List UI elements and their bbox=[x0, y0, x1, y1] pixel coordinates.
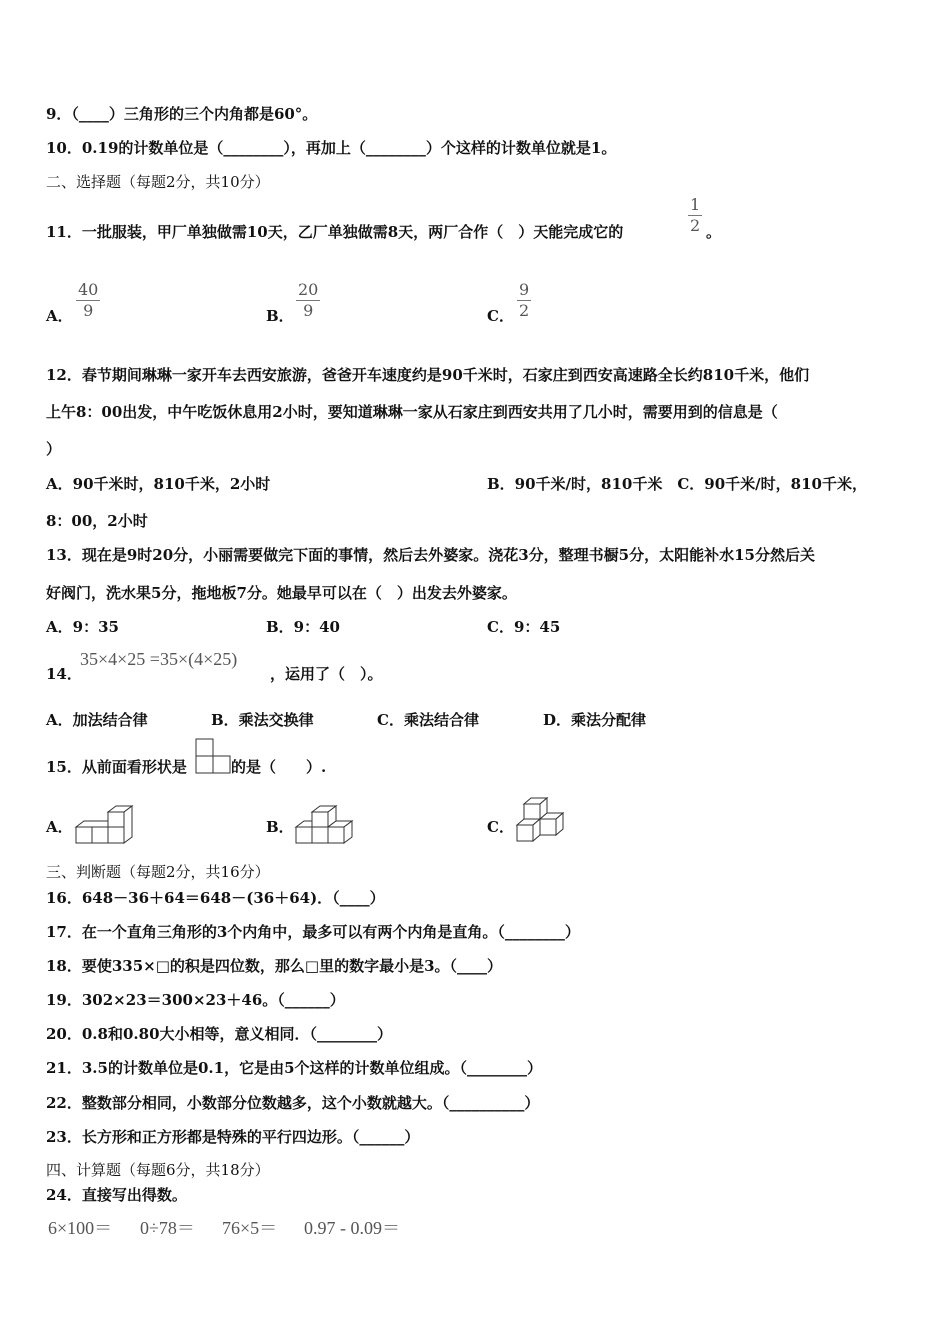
judge-question-18: 18．要使335×□的积是四位数，那么□里的数字最小是3。（____） bbox=[46, 957, 503, 975]
question-12-line-1: 12．春节期间琳琳一家开车去西安旅游，爸爸开车速度约是90千米时，石家庄到西安高速路全长约810千米，他们 bbox=[46, 366, 810, 384]
question-12-line-2: 上午8：00出发，中午吃饭休息用2小时，要知道琳琳一家从石家庄到西安共用了几小时，需要用到的信息是（ bbox=[46, 403, 778, 421]
question-14-number: 14． bbox=[46, 665, 82, 683]
q11-option-c-letter: C． bbox=[487, 307, 514, 325]
judge-question-21: 21．3.5的计数单位是0.1，它是由5个这样的计数单位组成。（________） bbox=[46, 1059, 543, 1077]
question-11 bbox=[46, 221, 623, 242]
question-11-fraction bbox=[688, 195, 702, 236]
q11-option-b-letter: B． bbox=[266, 307, 294, 325]
section-4-heading: 四、计算题（每题6分，共18分） bbox=[46, 1161, 270, 1179]
calc-item-1: 6×100＝ bbox=[48, 1218, 113, 1238]
calc-item-4: 0.97 - 0.09＝ bbox=[304, 1218, 400, 1238]
fraction-denominator: 2 bbox=[519, 301, 530, 320]
question-11-text: 11．一批服装，甲厂单独做需10天，乙厂单独做需8天，两厂合作（ ）天能完成它的 bbox=[46, 223, 624, 241]
q15-option-c-letter: C． bbox=[487, 818, 514, 836]
q12-option-a: A．90千米时，810千米，2小时 bbox=[46, 475, 271, 493]
question-12-line-3: ） bbox=[46, 440, 62, 458]
q14-option-a: A．加法结合律 bbox=[46, 711, 148, 729]
section-2-heading: 二、选择题（每题2分，共10分） bbox=[46, 173, 270, 191]
q15-option-a-letter: A． bbox=[46, 818, 73, 836]
calc-item-2: 0÷78＝ bbox=[140, 1218, 195, 1238]
question-9: 9．（____）三角形的三个内角都是60°。 bbox=[46, 105, 318, 123]
q14-option-d: D．乘法分配律 bbox=[543, 711, 647, 729]
judge-question-17: 17．在一个直角三角形的3个内角中，最多可以有两个内角是直角。（________） bbox=[46, 923, 580, 941]
q13-option-b: B．9：40 bbox=[266, 618, 340, 636]
q12-option-bc: B．90千米/时，810千米 C．90千米/时，810千米， bbox=[487, 475, 867, 493]
judge-question-23: 23．长方形和正方形都是特殊的平行四边形。（______） bbox=[46, 1128, 420, 1146]
q11-option-a-letter: A． bbox=[46, 307, 73, 325]
question-15-text-before: 15．从前面看形状是 bbox=[46, 758, 187, 776]
question-14-expression: 35×4×25 =35×(4×25) bbox=[80, 649, 238, 669]
section-3-heading: 三、判断题（每题2分，共16分） bbox=[46, 863, 270, 881]
question-11-tail: 。 bbox=[706, 223, 722, 241]
question-12-line-5: 8：00，2小时 bbox=[46, 512, 148, 530]
judge-question-20: 20．0.8和0.80大小相等，意义相同．（________） bbox=[46, 1025, 393, 1043]
fraction-numerator: 9 bbox=[519, 280, 530, 299]
question-13-line-1: 13．现在是9时20分，小丽需要做完下面的事情，然后去外婆家。浇花3分，整理书橱5分，太阳能补水15分然后关 bbox=[46, 546, 815, 564]
fraction-denominator: 9 bbox=[83, 301, 94, 320]
question-13-line-2: 好阀门，洗水果5分，拖地板7分。她最早可以在（ ）出发去外婆家。 bbox=[46, 584, 517, 602]
q14-option-c: C．乘法结合律 bbox=[377, 711, 479, 729]
q15-option-b-cubes bbox=[294, 803, 354, 845]
question-15-text-after: 的是（ ）. bbox=[231, 758, 327, 776]
q15-option-c-cubes bbox=[514, 797, 570, 845]
q14-option-b: B．乘法交换律 bbox=[211, 711, 314, 729]
question-14-tail: ，运用了（ ）。 bbox=[270, 665, 383, 683]
judge-question-16: 16．648－36＋64＝648－(36＋64)．（____） bbox=[46, 889, 385, 907]
q13-option-c: C．9：45 bbox=[487, 618, 561, 636]
question-10: 10．0.19的计数单位是（________），再加上（________）个这样的计数单位就是1。 bbox=[46, 139, 617, 157]
fraction-numerator: 40 bbox=[78, 280, 99, 299]
q11-option-b-fraction bbox=[296, 280, 320, 321]
q11-option-a-fraction bbox=[76, 280, 100, 321]
q15-option-a-cubes bbox=[74, 803, 134, 845]
q11-option-c-fraction bbox=[517, 280, 531, 321]
judge-question-19: 19．302×23＝300×23＋46。（______） bbox=[46, 991, 345, 1009]
calc-item-3: 76×5＝ bbox=[222, 1218, 278, 1238]
judge-question-22: 22．整数部分相同，小数部分位数越多，这个小数就越大。（__________） bbox=[46, 1094, 540, 1112]
fraction-numerator: 20 bbox=[298, 280, 319, 299]
fraction-denominator: 9 bbox=[303, 301, 314, 320]
fraction-denominator: 2 bbox=[690, 216, 701, 235]
fraction-numerator: 1 bbox=[690, 195, 701, 214]
question-24: 24．直接写出得数。 bbox=[46, 1186, 187, 1204]
front-view-shape-figure bbox=[196, 739, 232, 775]
q13-option-a: A．9：35 bbox=[46, 618, 119, 636]
q15-option-b-letter: B． bbox=[266, 818, 294, 836]
